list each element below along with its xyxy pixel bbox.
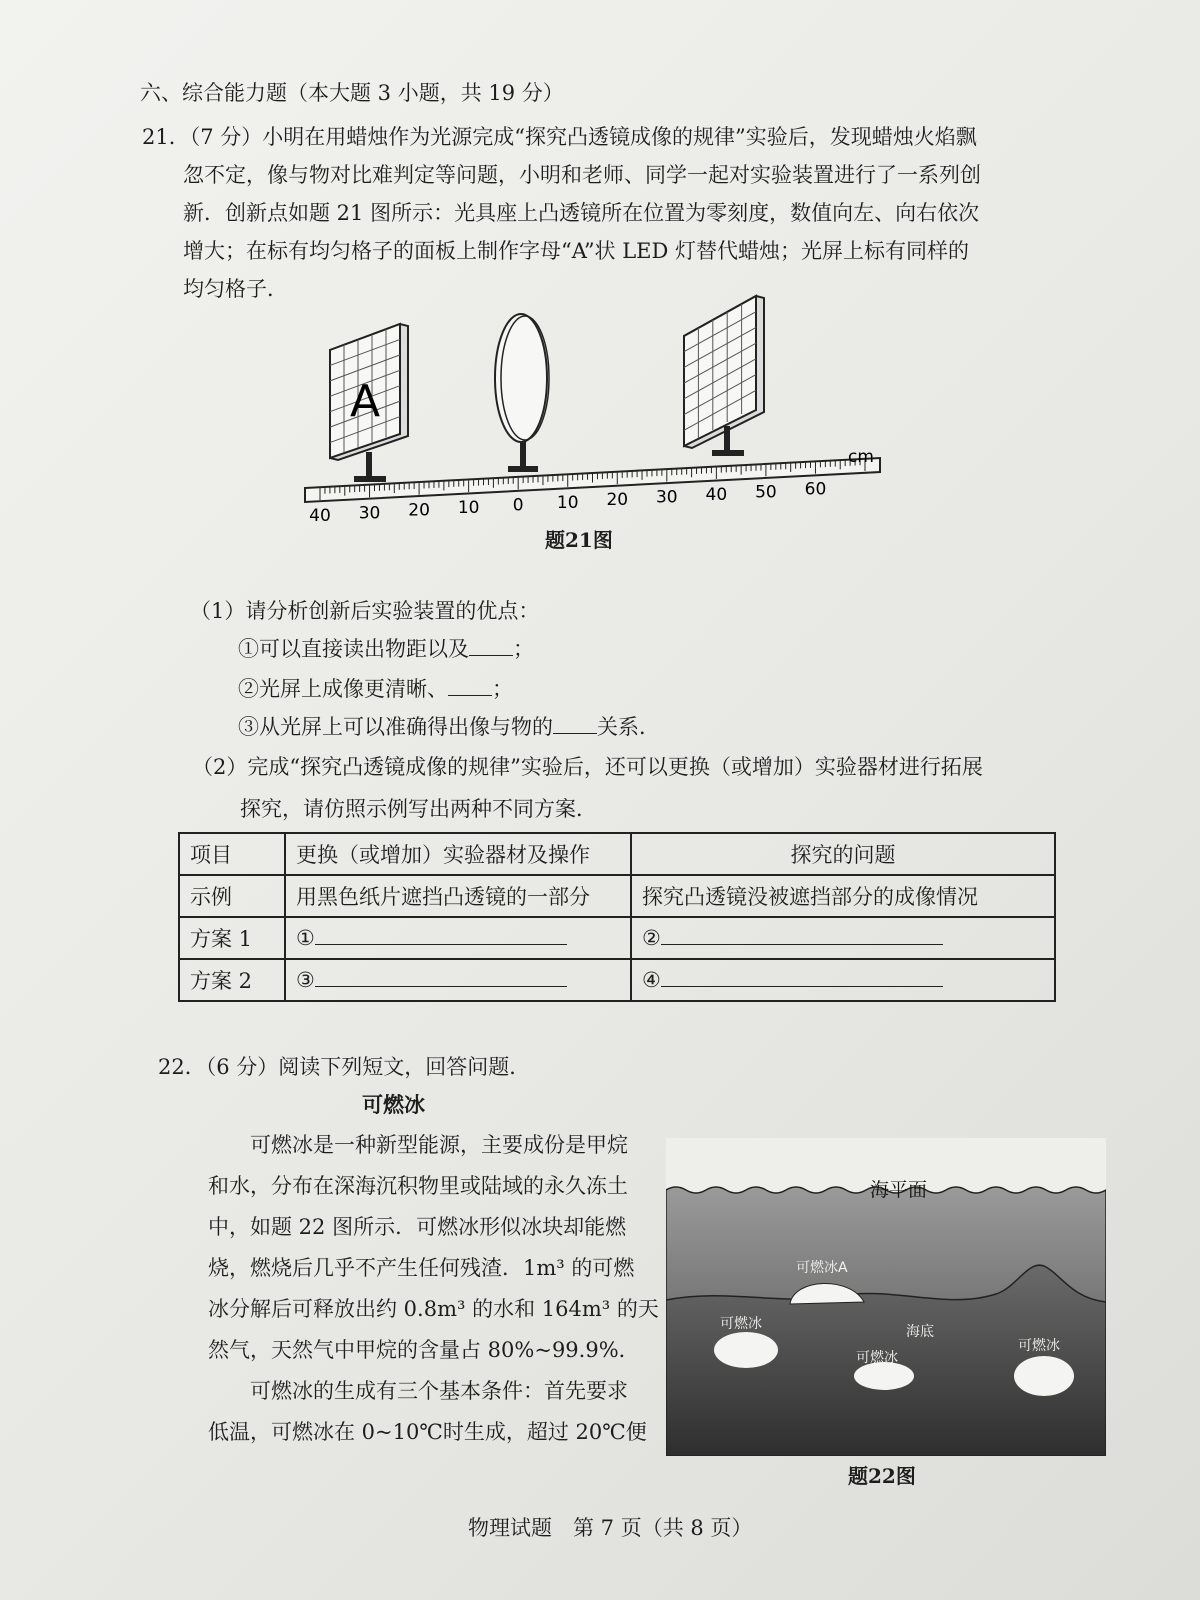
header-equipment: 更换（或增加）实验器材及操作 [285, 833, 631, 875]
sea-level-label: 海平面 [870, 1179, 928, 1201]
article-line: 烧，燃烧后几乎不产生任何残渣．1m³ 的可燃 [208, 1256, 635, 1280]
q21-part2-line-1: （2）完成“探究凸透镜成像的规律”实验后，还可以更换（或增加）实验器材进行拓展 [192, 755, 983, 779]
q21-line-5: 均匀格子． [183, 277, 288, 301]
ruler-label: 50 [755, 482, 777, 503]
ruler-label: 30 [358, 503, 381, 524]
item1-end: ； [513, 637, 534, 661]
table-row [179, 875, 1055, 917]
ruler-label: 40 [309, 506, 331, 526]
row-example-label: 示例 [179, 875, 285, 917]
item3-end: 关系． [597, 715, 660, 739]
row-plan2-equipment[interactable] [285, 959, 631, 1001]
q21-line-2: 忽不定，像与物对比难判定等问题，小明和老师、同学一起对实验装置进行了一系列创 [183, 163, 981, 187]
article-line: 中，如题 22 图所示．可燃冰形似冰块却能燃 [208, 1215, 627, 1239]
q21-part1-intro: （1）请分析创新后实验装置的优点： [190, 599, 540, 623]
ruler-unit: cm [848, 447, 874, 467]
q22-article-body [208, 1130, 658, 1458]
article-line: 冰分解后可释放出约 0.8m³ 的水和 164m³ 的天 [208, 1297, 659, 1321]
figure-21-optical-bench [300, 290, 900, 530]
seabed-label: 海底 [906, 1324, 934, 1340]
ruler-label: 10 [457, 498, 480, 519]
article-line: 可燃冰是一种新型能源，主要成份是甲烷 [250, 1133, 628, 1157]
hydrate-deposit-right [1014, 1356, 1074, 1396]
table-row [179, 959, 1055, 1001]
q21-line-3: 新．创新点如题 21 图所示：光具座上凸透镜所在位置为零刻度，数值向左、向右依次 [183, 201, 980, 225]
answer-blank-plan1-question[interactable] [661, 944, 943, 945]
hydrate-a-label: 可燃冰A [796, 1260, 848, 1276]
header-project: 项目 [179, 833, 285, 875]
ruler-label: 10 [556, 492, 579, 513]
hydrate-deposit-left [714, 1332, 778, 1368]
item3-text: ③从光屏上可以准确得出像与物的 [238, 715, 553, 739]
section-heading: 六、综合能力题（本大题 3 小题，共 19 分） [140, 81, 564, 105]
table-header-row [179, 833, 1055, 875]
ruler-label: 30 [655, 487, 678, 508]
item2-text: ②光屏上成像更清晰、 [238, 677, 448, 701]
plan-table [178, 832, 1056, 1002]
row-plan2-question[interactable] [631, 959, 1055, 1001]
figure-22-caption: 题22图 [848, 1464, 916, 1488]
hydrate-left-label: 可燃冰 [720, 1316, 762, 1332]
q22-article-title: 可燃冰 [362, 1092, 425, 1117]
ruler-label: 40 [705, 484, 728, 505]
answer-blank-plan2-question[interactable] [661, 986, 943, 987]
header-question: 探究的问题 [631, 833, 1055, 875]
answer-blank-3[interactable] [553, 733, 597, 734]
row-example-equipment: 用黑色纸片遮挡凸透镜的一部分 [285, 875, 631, 917]
row-plan1-equipment[interactable] [285, 917, 631, 959]
ruler-label: 60 [804, 479, 827, 500]
article-line: 低温，可燃冰在 0~10℃时生成，超过 20℃便 [208, 1420, 647, 1444]
figure-22-seabed [666, 1138, 1106, 1456]
circle-num-3: ③ [296, 968, 315, 992]
light-screen [684, 296, 764, 456]
article-line: 可燃冰的生成有三个基本条件：首先要求 [250, 1379, 628, 1403]
q22-intro: 22．（6 分）阅读下列短文，回答问题． [158, 1055, 531, 1079]
item2-end: ； [492, 677, 513, 701]
hydrate-right-label: 可燃冰 [1018, 1338, 1060, 1354]
figure-21-caption: 题21图 [545, 528, 613, 552]
table-row [179, 917, 1055, 959]
convex-lens [495, 314, 549, 472]
ruler-label: 20 [408, 500, 430, 521]
answer-blank-plan1-equipment[interactable] [315, 944, 567, 945]
circle-num-1: ① [296, 926, 315, 950]
circle-num-4: ④ [642, 968, 661, 992]
row-plan2-label: 方案 2 [179, 959, 285, 1001]
answer-blank-2[interactable] [448, 695, 492, 696]
q21-part1-item2 [238, 674, 513, 704]
article-line: 然气，天然气中甲烷的含量占 80%~99.9%． [208, 1338, 640, 1362]
ruler-label: 0 [512, 495, 524, 516]
q21-part1-item1 [238, 634, 534, 664]
q21-part1-item3 [238, 712, 660, 742]
q21-part2-line-2: 探究，请仿照示例写出两种不同方案． [240, 797, 597, 821]
row-plan1-label: 方案 1 [179, 917, 285, 959]
q21-line-4: 增大；在标有均匀格子的面板上制作字母“A”状 LED 灯替代蜡烛；光屏上标有同样的 [183, 239, 970, 263]
article-line: 和水，分布在深海沉积物里或陆域的永久冻土 [208, 1174, 628, 1198]
item1-text: ①可以直接读出物距以及 [238, 637, 469, 661]
ruler-label: 20 [606, 490, 629, 511]
answer-blank-plan2-equipment[interactable] [315, 986, 567, 987]
led-letter-a: A [350, 376, 381, 427]
hydrate-deposit-middle [854, 1362, 914, 1390]
q21-line-1: 21．（7 分）小明在用蜡烛作为光源完成“探究凸透镜成像的规律”实验后，发现蜡烛火焰飘 [142, 125, 977, 149]
row-example-question: 探究凸透镜没被遮挡部分的成像情况 [631, 875, 1055, 917]
led-panel [330, 324, 408, 482]
row-plan1-question[interactable] [631, 917, 1055, 959]
page-footer: 物理试题 第 7 页（共 8 页） [468, 1516, 753, 1540]
circle-num-2: ② [642, 926, 661, 950]
hydrate-middle-label: 可燃冰 [856, 1350, 898, 1366]
answer-blank-1[interactable] [469, 655, 513, 656]
